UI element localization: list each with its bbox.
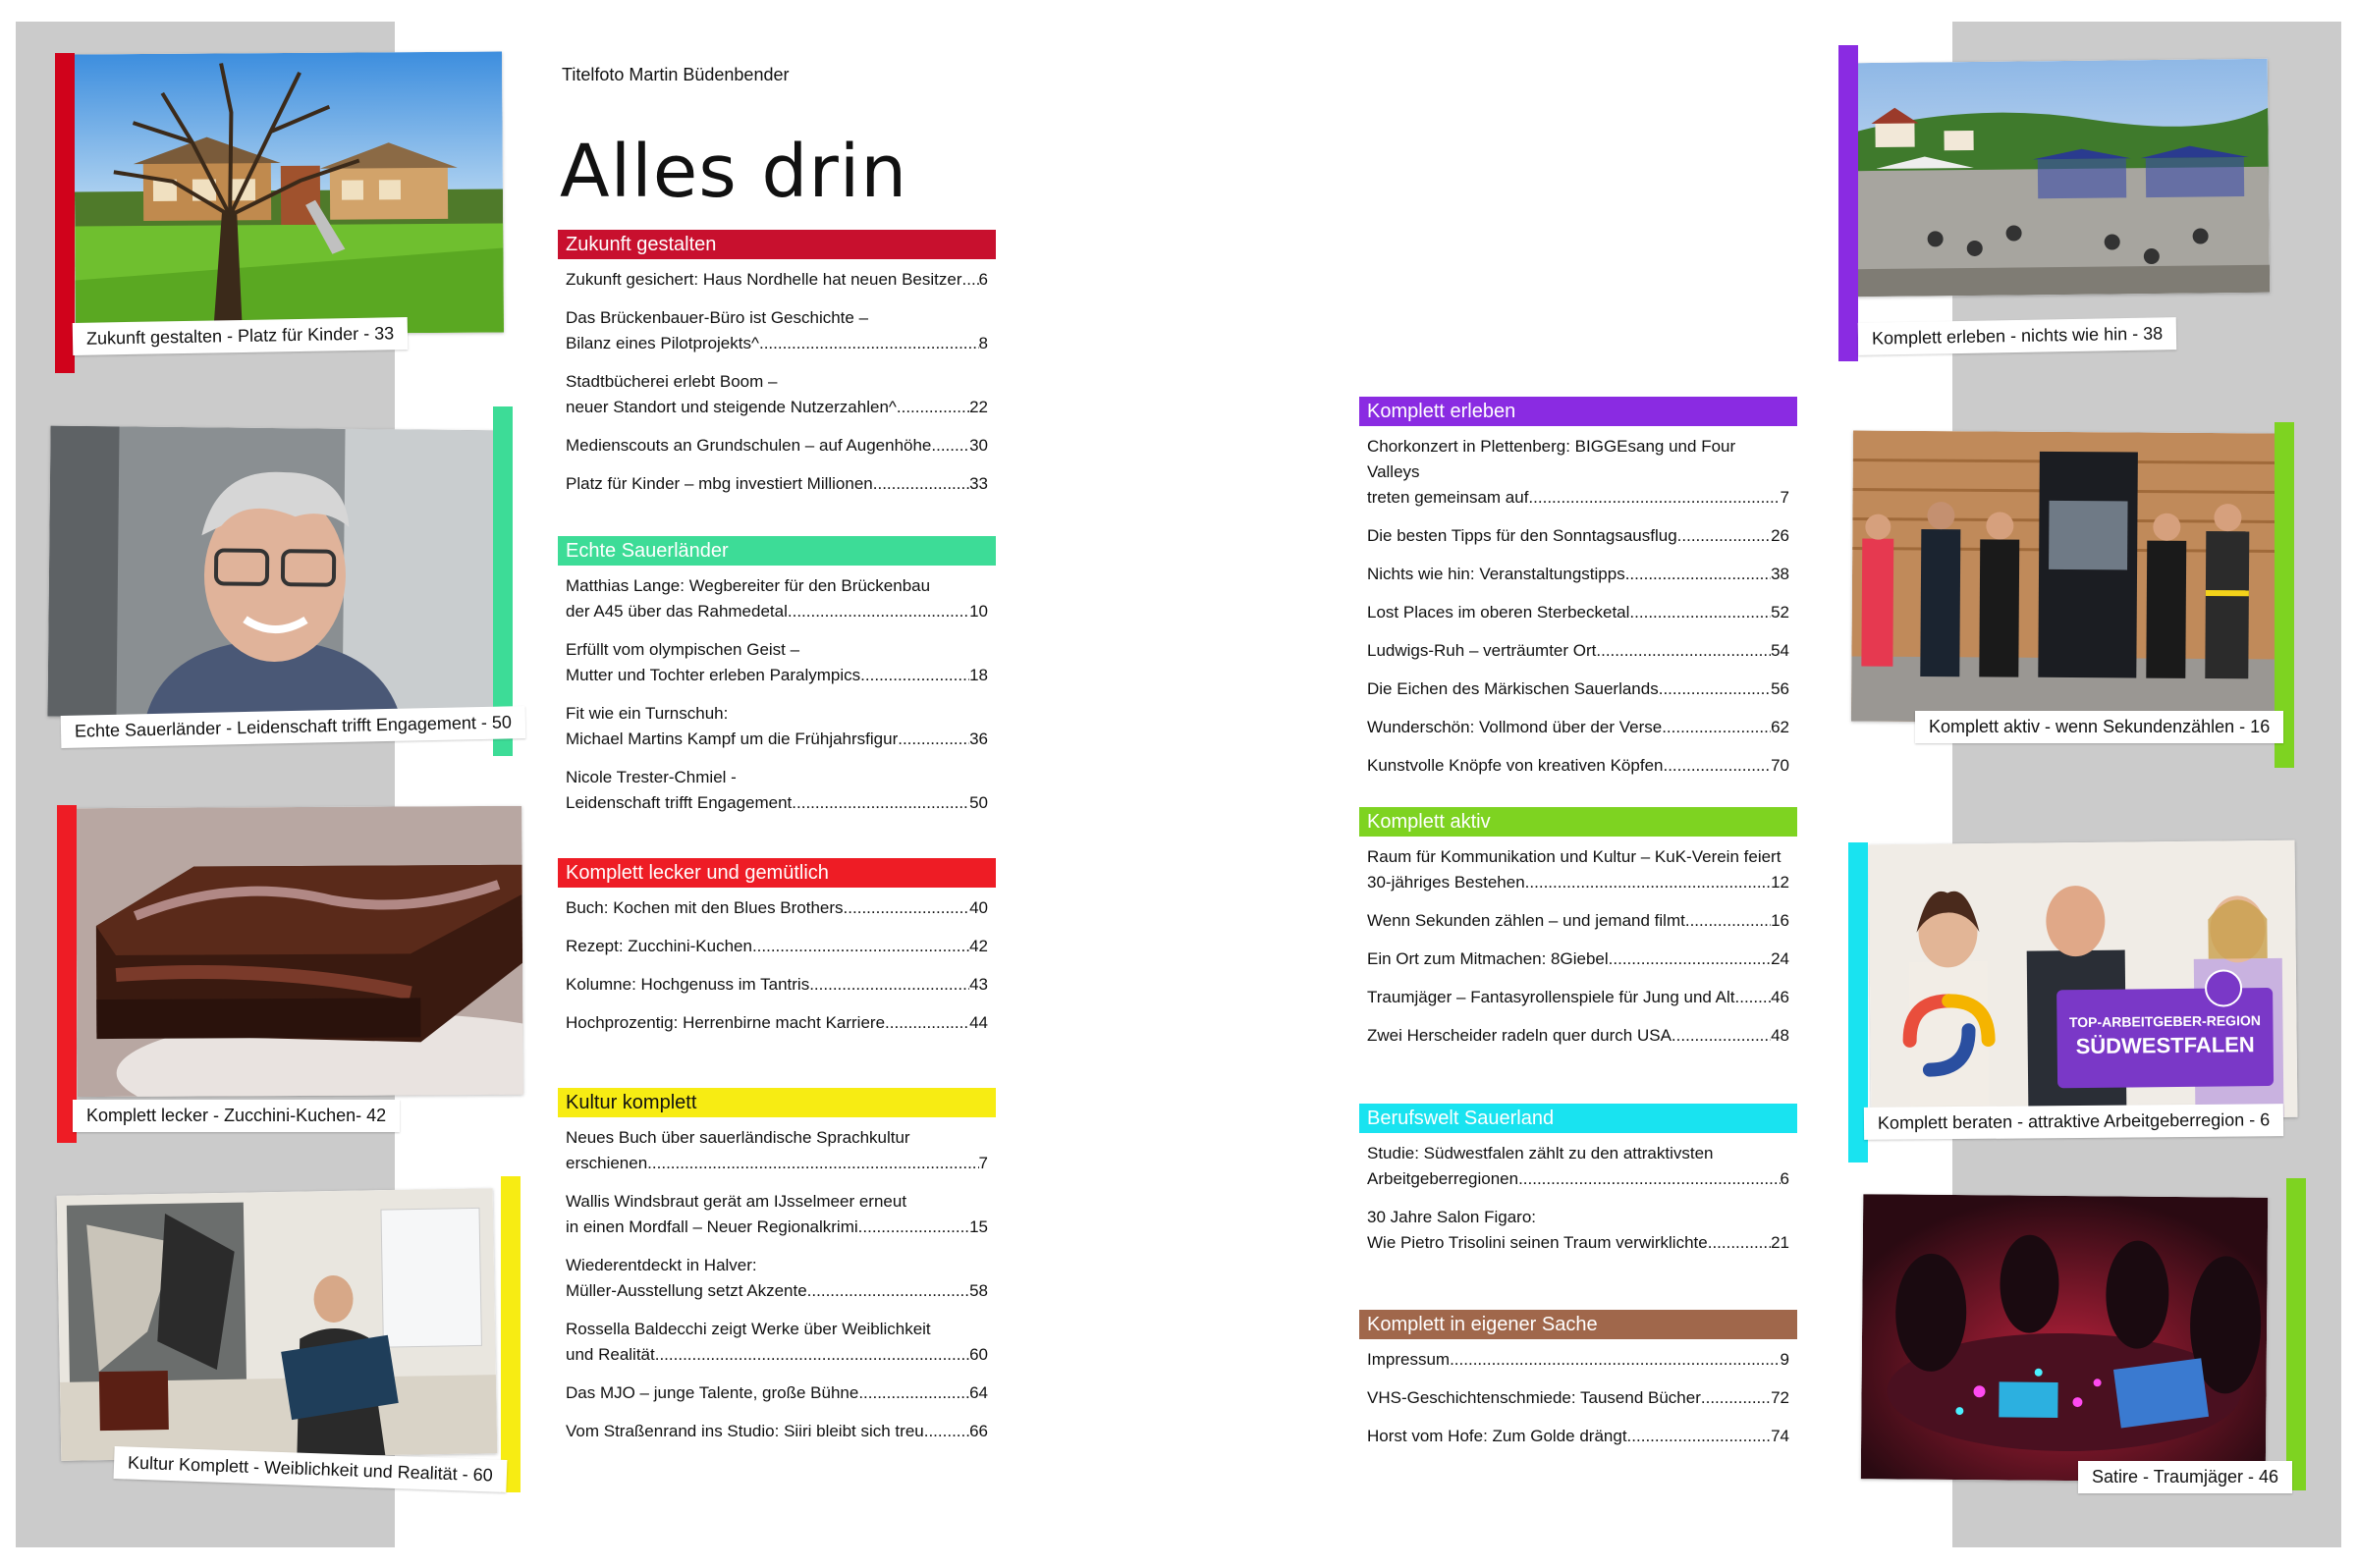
toc-entry[interactable]: Horst vom Hofe: Zum Golde drängt ..... 74 [1367, 1424, 1789, 1449]
toc-entry[interactable]: Lost Places im oberen Sterbecketal ..... 52 [1367, 600, 1789, 625]
event-photo [1855, 59, 2270, 297]
toc-entry[interactable]: Das Brückenbauer-Büro ist Geschichte – Bilanz eines Pilotprojekts^ ..... 8 [566, 305, 988, 356]
toc-entry[interactable]: Rossella Baldecchi zeigt Werke über Weiblichkeit und Realität ..... 60 [566, 1317, 988, 1368]
photo-card-gaming[interactable] [1861, 1194, 2269, 1483]
color-strip-purple [1838, 45, 1858, 361]
photo-caption: Komplett erleben - nichts wie hin - 38 [1858, 317, 2177, 355]
section-header: Komplett lecker und gemütlich [558, 858, 996, 888]
color-strip-yellow [501, 1176, 521, 1492]
toc-entry[interactable]: Studie: Südwestfalen zählt zu den attraktivsten Arbeitgeberregionen ..... 6 [1367, 1141, 1789, 1192]
photo-card-playground[interactable] [74, 51, 504, 335]
toc-entry[interactable]: Nichts wie hin: Veranstaltungstipps ..... 38 [1367, 562, 1789, 587]
toc-entry[interactable]: Ein Ort zum Mitmachen: 8Giebel ..... 24 [1367, 946, 1789, 972]
section-header: Echte Sauerländer [558, 536, 996, 566]
toc-entry[interactable]: Kunstvolle Knöpfe von kreativen Köpfen ..... 70 [1367, 753, 1789, 779]
toc-entry[interactable]: Matthias Lange: Wegbereiter für den Brückenbau der A45 über das Rahmedetal ..... 10 [566, 573, 988, 624]
toc-entry[interactable]: Fit wie ein Turnschuh: Michael Martins Kampf um die Frühjahrsfigur ..... 36 [566, 701, 988, 752]
group-photo [1851, 430, 2279, 724]
photo-caption: Satire - Traumjäger - 46 [2078, 1461, 2292, 1493]
toc-entry[interactable]: Kolumne: Hochgenuss im Tantris ..... 43 [566, 972, 988, 998]
section-header: Zukunft gestalten [558, 230, 996, 259]
toc-entry[interactable]: Stadtbücherei erlebt Boom – neuer Standort und steigende Nutzerzahlen^ ..... 22 [566, 369, 988, 420]
toc-entry[interactable]: 30 Jahre Salon Figaro: Wie Pietro Trisolini seinen Traum verwirklichte ..... 21 [1367, 1205, 1789, 1256]
toc-entry[interactable]: Die Eichen des Märkischen Sauerlands ..... 56 [1367, 676, 1789, 702]
toc-entry[interactable]: Nicole Trester-Chmiel - Leidenschaft trifft Engagement ..... 50 [566, 765, 988, 816]
toc-entry[interactable]: Wunderschön: Vollmond über der Verse ..... 62 [1367, 715, 1789, 740]
section-header: Berufswelt Sauerland [1359, 1104, 1797, 1133]
section-header: Komplett erleben [1359, 397, 1797, 426]
toc-entry[interactable]: Die besten Tipps für den Sonntagsausflug ..... 26 [1367, 523, 1789, 549]
photo-card-woman-reading[interactable] [57, 1188, 498, 1461]
toc-section-lecker [558, 858, 996, 1049]
toc-entry[interactable]: Traumjäger – Fantasyrollenspiele für Jung und Alt ..... 46 [1367, 985, 1789, 1010]
photo-credit: Titelfoto Martin Büdenbender [562, 65, 790, 84]
toc-entry[interactable]: Hochprozentig: Herrenbirne macht Karriere ..... 44 [566, 1010, 988, 1036]
toc-entry[interactable]: VHS-Geschichtenschmiede: Tausend Bücher ..... 72 [1367, 1385, 1789, 1411]
toc-entry[interactable]: Vom Straßenrand ins Studio: Siiri bleibt sich treu ..... 66 [566, 1419, 988, 1444]
photo-caption: Komplett aktiv - wenn Sekundenzählen - 16 [1915, 711, 2283, 743]
toc-entry[interactable]: Impressum ..... 9 [1367, 1347, 1789, 1373]
photo-caption: Komplett lecker - Zucchini-Kuchen- 42 [73, 1100, 400, 1132]
photo-caption: Zukunft gestalten - Platz für Kinder - 33 [73, 317, 409, 355]
photo-card-group[interactable] [1851, 430, 2279, 724]
award-photo [1869, 840, 2298, 1122]
toc-entry[interactable]: Rezept: Zucchini-Kuchen ..... 42 [566, 934, 988, 959]
toc-entry[interactable]: Medienscouts an Grundschulen – auf Augenhöhe ..... 30 [566, 433, 988, 459]
toc-entry[interactable]: Chorkonzert in Plettenberg: BIGGEsang und Four Valleys treten gemeinsam auf ..... 7 [1367, 434, 1789, 511]
toc-entry[interactable]: Zwei Herscheider radeln quer durch USA ..... 48 [1367, 1023, 1789, 1049]
award-sign-main: SÜDWESTFALEN [2075, 1032, 2255, 1059]
toc-entry[interactable]: Ludwigs-Ruh – verträumter Ort ..... 54 [1367, 638, 1789, 664]
woman-portrait-photo [47, 426, 496, 722]
gaming-photo [1861, 1194, 2269, 1483]
toc-entry[interactable]: Das MJO – junge Talente, große Bühne ..... 64 [566, 1380, 988, 1406]
section-header: Kultur komplett [558, 1088, 996, 1117]
toc-entry[interactable]: Erfüllt vom olympischen Geist – Mutter und Tochter erleben Paralympics ..... 18 [566, 637, 988, 688]
toc-section-zukunft [558, 230, 996, 510]
toc-entry[interactable]: Zukunft gesichert: Haus Nordhelle hat neuen Besitzer ..... 6 [566, 267, 988, 293]
section-header: Komplett aktiv [1359, 807, 1797, 837]
award-sign-top: TOP-ARBEITGEBER-REGION [2068, 1012, 2262, 1031]
color-strip-red [57, 805, 77, 1143]
photo-card-woman-portrait[interactable] [47, 426, 496, 722]
photo-caption: Kultur Komplett - Weiblichkeit und Realität - 60 [114, 1446, 508, 1492]
toc-entry[interactable]: Raum für Kommunikation und Kultur – KuK-Verein feiert 30-jähriges Bestehen ..... 12 [1367, 844, 1789, 895]
photo-card-award[interactable] [1869, 840, 2298, 1122]
toc-section-sauerlaender [558, 536, 996, 829]
page-title: Alles drin [560, 130, 908, 214]
toc-entry[interactable]: Buch: Kochen mit den Blues Brothers ..... 40 [566, 895, 988, 921]
toc-entry[interactable]: Wallis Windsbraut gerät am IJsselmeer erneut in einen Mordfall – Neuer Regionalkrimi ..... 15 [566, 1189, 988, 1240]
toc-section-kultur [558, 1088, 996, 1457]
toc-entry[interactable]: Neues Buch über sauerländische Sprachkultur erschienen ..... 7 [566, 1125, 988, 1176]
toc-entry[interactable]: Wenn Sekunden zählen – und jemand filmt ..... 16 [1367, 908, 1789, 934]
photo-caption: Echte Sauerländer - Leidenschaft trifft Engagement - 50 [61, 706, 526, 748]
color-strip-lime [2286, 1178, 2306, 1490]
toc-section-berufswelt [1359, 1104, 1797, 1269]
toc-section-aktiv [1359, 807, 1797, 1061]
toc-entry[interactable]: Platz für Kinder – mbg investiert Millionen ..... 33 [566, 471, 988, 497]
toc-entry[interactable]: Wiederentdeckt in Halver: Müller-Ausstellung setzt Akzente ..... 58 [566, 1253, 988, 1304]
toc-section-eigene-sache [1359, 1310, 1797, 1462]
section-header: Komplett in eigener Sache [1359, 1310, 1797, 1339]
woman-reading-photo [57, 1188, 498, 1461]
cake-photo [76, 806, 523, 1097]
color-strip-green [493, 406, 513, 756]
toc-section-erleben [1359, 397, 1797, 791]
photo-card-cake[interactable] [76, 806, 523, 1097]
photo-card-event[interactable] [1855, 59, 2270, 297]
playground-photo [74, 51, 504, 335]
photo-caption: Komplett beraten - attraktive Arbeitgeberregion - 6 [1864, 1104, 2283, 1140]
